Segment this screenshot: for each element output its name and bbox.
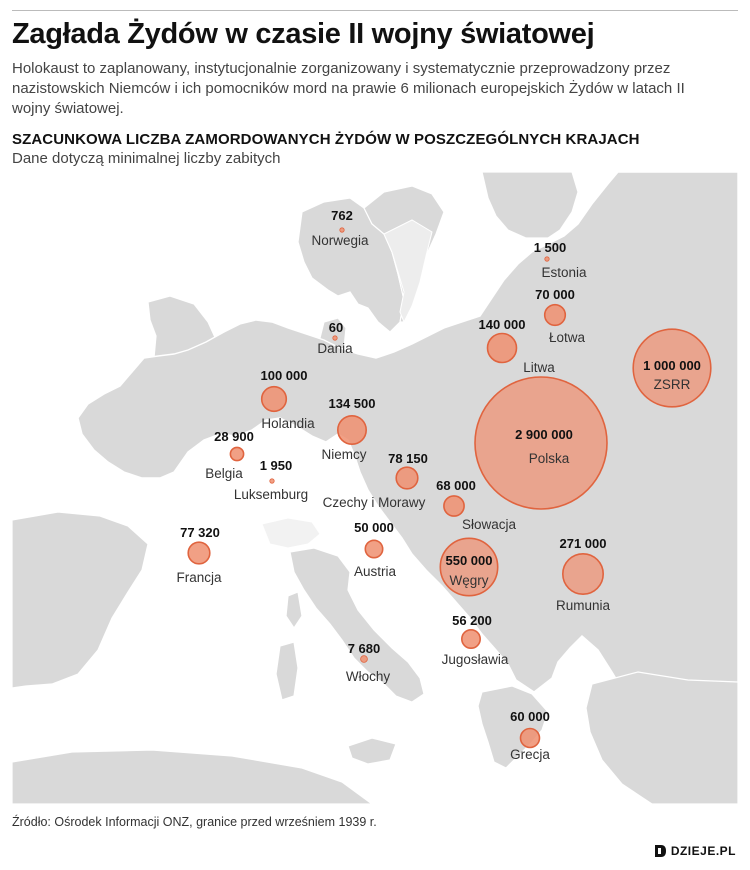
country-label-norwegia: Norwegia <box>311 233 369 248</box>
source-note: Źródło: Ośrodek Informacji ONZ, granice przed wrześniem 1939 r. <box>12 815 377 829</box>
value-label-niemcy: 134 500 <box>328 396 376 411</box>
bubble-luksemburg <box>270 479 274 483</box>
country-label-francja: Francja <box>176 570 222 585</box>
land-base <box>12 172 738 804</box>
value-label-luksemburg: 1 950 <box>259 458 293 473</box>
land-sicily <box>348 738 396 764</box>
country-label-litwa: Litwa <box>523 360 555 375</box>
country-label-grecja: Grecja <box>510 747 550 762</box>
bubble-rumunia <box>563 554 603 594</box>
land-switzerland <box>262 518 320 548</box>
country-label-włochy: Włochy <box>345 669 391 684</box>
country-label-słowacja: Słowacja <box>461 517 517 532</box>
logo-mark-icon <box>653 844 667 858</box>
country-label-rumunia: Rumunia <box>555 598 611 613</box>
land-sardinia <box>276 642 298 700</box>
value-label-zsrr: 1 000 000 <box>643 358 701 373</box>
value-label-austria: 50 000 <box>354 520 394 535</box>
country-label-węgry: Węgry <box>449 573 489 588</box>
country-label-estonia: Estonia <box>541 265 587 280</box>
bubble-austria <box>365 540 382 557</box>
value-label-włochy: 7 680 <box>347 641 381 656</box>
value-label-słowacja: 68 000 <box>436 478 476 493</box>
top-rule <box>12 10 738 11</box>
bubble-holandia <box>262 387 287 412</box>
section-heading: SZACUNKOWA LICZBA ZAMORDOWANYCH ŻYDÓW W POSZCZEGÓLNYCH KRAJACH <box>12 131 640 148</box>
bubble-norwegia <box>340 228 344 232</box>
country-label-czechy-i-morawy: Czechy i Morawy <box>322 495 426 510</box>
country-label-niemcy: Niemcy <box>321 447 367 462</box>
bubble-słowacja <box>444 496 464 516</box>
bubble-jugosławia <box>462 630 480 648</box>
publisher-logo <box>653 842 736 860</box>
value-label-łotwa: 70 000 <box>535 287 575 302</box>
page-title: Zagłada Żydów w czasie II wojny światowej <box>12 18 595 50</box>
value-label-dania: 60 <box>328 320 344 335</box>
europe-map <box>12 172 738 804</box>
value-label-grecja: 60 000 <box>510 709 550 724</box>
value-label-holandia: 100 000 <box>260 368 308 383</box>
value-label-rumunia: 271 000 <box>559 536 607 551</box>
bubble-czechy-i-morawy <box>396 467 418 489</box>
bubble-polska <box>475 377 607 509</box>
land-north-africa <box>12 750 372 804</box>
bubble-belgia <box>230 447 243 460</box>
country-label-luksemburg: Luksemburg <box>233 487 309 502</box>
country-label-jugosławia: Jugosławia <box>441 652 509 667</box>
value-label-jugosławia: 56 200 <box>452 613 492 628</box>
bubble-dania <box>333 336 337 340</box>
land-iberia <box>12 512 148 688</box>
country-label-zsrr: ZSRR <box>653 377 691 392</box>
value-label-litwa: 140 000 <box>478 317 526 332</box>
bubble-francja <box>188 542 210 564</box>
logo-text: DZIEJE.PL <box>670 844 736 858</box>
value-label-estonia: 1 500 <box>533 240 567 255</box>
country-label-austria: Austria <box>353 564 397 579</box>
country-label-dania: Dania <box>317 341 353 356</box>
bubble-grecja <box>521 729 540 748</box>
bubble-łotwa <box>545 305 566 326</box>
country-label-holandia: Holandia <box>261 416 315 431</box>
value-label-czechy-i-morawy: 78 150 <box>388 451 428 466</box>
value-label-norwegia: 762 <box>331 208 353 223</box>
bubble-litwa <box>488 334 517 363</box>
lead-paragraph: Holokaust to zaplanowany, instytucjonalnie zorganizowany i systematycznie przeprowadzony przez nazistowskich Niemców i ich pomocników mord na prawie 6 milionach europejskich Żydów w latach II wojny światowej. <box>12 60 685 117</box>
value-label-francja: 77 320 <box>180 525 220 540</box>
country-label-belgia: Belgia <box>205 466 243 481</box>
country-label-łotwa: Łotwa <box>548 330 586 345</box>
bubble-niemcy <box>338 416 366 444</box>
value-label-węgry: 550 000 <box>445 553 493 568</box>
land-anatolia <box>586 672 738 804</box>
bubble-estonia <box>545 257 549 261</box>
value-label-polska: 2 900 000 <box>515 427 573 442</box>
country-label-polska: Polska <box>528 451 570 466</box>
section-note: Dane dotyczą minimalnej liczby zabitych <box>12 150 281 167</box>
land-corsica <box>286 592 302 628</box>
bubble-włochy <box>361 656 368 663</box>
value-label-belgia: 28 900 <box>214 429 254 444</box>
land-finland <box>482 172 578 238</box>
